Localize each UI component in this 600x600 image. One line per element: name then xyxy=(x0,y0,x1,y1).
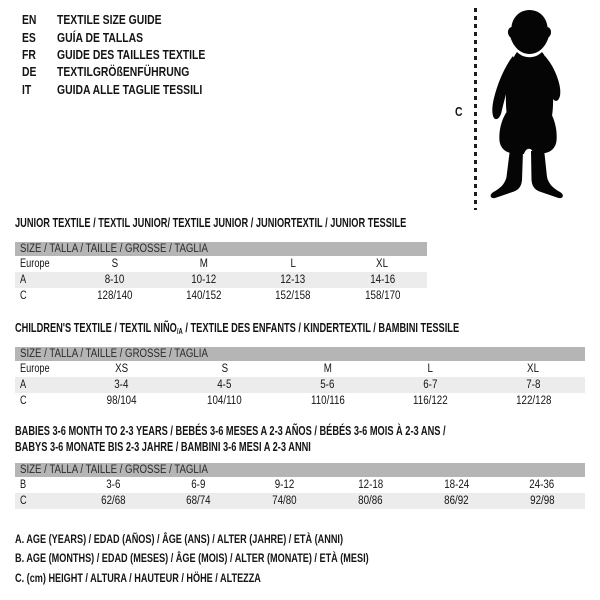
language-code: ES xyxy=(22,29,36,45)
table-cell: 152/158 xyxy=(275,290,311,302)
table-cell: 158/170 xyxy=(364,290,401,302)
row-label: Europe xyxy=(20,363,50,375)
gender-subscript: /A xyxy=(176,327,183,336)
table-cell: 140/152 xyxy=(186,290,222,302)
table-cell: 3-4 xyxy=(114,379,129,391)
language-list xyxy=(22,11,242,98)
height-dotted-line xyxy=(474,8,477,210)
table-cell: 62/68 xyxy=(100,495,126,507)
table-cell: 12-18 xyxy=(357,479,383,491)
language-code: IT xyxy=(22,81,32,97)
row-label: C xyxy=(20,495,27,507)
language-title: GUIDE DES TAILLES TEXTILE xyxy=(57,46,206,62)
size-header-bar: SIZE / TALLA / TAILLE / GRÖSSE / TAGLIA xyxy=(15,463,585,477)
table-cell: 128/140 xyxy=(96,290,133,302)
note-b-age-months: B. AGE (MONTHS) / EDAD (MESES) / ÂGE (MOIS) / ALTER (MONATE) / ETÀ (MESI) xyxy=(15,551,369,566)
size-table-children xyxy=(15,347,585,409)
table-cell: XL xyxy=(527,363,540,375)
row-label: A xyxy=(20,274,27,286)
row-label: B xyxy=(20,479,27,491)
language-row-fr xyxy=(22,46,242,63)
table-cell: L xyxy=(290,258,296,270)
table-row-height xyxy=(15,493,585,509)
legend-notes xyxy=(15,529,480,588)
table-cell: 86/92 xyxy=(443,495,469,507)
row-label: C xyxy=(20,290,27,302)
table-row-height xyxy=(15,288,427,304)
table-cell: 5-6 xyxy=(320,379,335,391)
table-cell: 110/116 xyxy=(310,395,345,407)
table-cell: 7-8 xyxy=(526,379,541,391)
table-cell: S xyxy=(111,258,118,270)
table-cell: 3-6 xyxy=(105,479,120,491)
note-c-height-cm: C. (cm) HEIGHT / ALTURA / HAUTEUR / HÖHE / ALTEZZA xyxy=(15,570,261,585)
table-cell: 18-24 xyxy=(443,479,469,491)
table-cell: 80/86 xyxy=(358,495,383,507)
table-cell: 10-12 xyxy=(191,274,217,286)
table-cell: 116/122 xyxy=(413,395,448,407)
language-code: FR xyxy=(22,46,36,62)
table-cell: 6-9 xyxy=(191,479,206,491)
table-cell: XL xyxy=(376,258,389,270)
table-row-europe xyxy=(15,256,427,272)
note-a-age-years: A. AGE (YEARS) / EDAD (AÑOS) / ÂGE (ANS) / ALTER (JAHRE) / ETÀ (ANNI) xyxy=(15,531,343,546)
language-title: GUIDA ALLE TAGLIE TESSILI xyxy=(57,81,203,97)
table-cell: 9-12 xyxy=(274,479,295,491)
language-row-es xyxy=(22,28,242,45)
table-cell: XS xyxy=(114,363,129,375)
table-title-junior: JUNIOR TEXTILE / TEXTIL JUNIOR/ TEXTILE JUNIOR / JUNIORTEXTIL / JUNIOR TESSILE xyxy=(15,216,407,230)
height-measure-label: C xyxy=(455,104,463,119)
language-title: TEXTILGRÖßENFÜHRUNG xyxy=(57,64,190,80)
table-cell: 6-7 xyxy=(423,379,438,391)
table-cell: 122/128 xyxy=(515,395,552,407)
table-title-babies-line2: BABYS 3-6 MONATE BIS 2-3 JAHRE / BAMBINI 3-6 MESI A 2-3 ANNI xyxy=(15,440,311,454)
table-cell: 14-16 xyxy=(369,274,395,286)
row-label: Europe xyxy=(20,258,50,270)
table-row-height xyxy=(15,393,585,409)
table-cell: 92/98 xyxy=(529,495,555,507)
size-table-babies xyxy=(15,463,585,509)
language-row-en xyxy=(22,11,242,28)
table-cell: 74/80 xyxy=(272,495,297,507)
table-cell: 68/74 xyxy=(186,495,211,507)
language-code: EN xyxy=(22,12,37,28)
table-cell: M xyxy=(199,258,208,270)
table-cell: 8-10 xyxy=(104,274,125,286)
table-row-europe xyxy=(15,361,585,377)
table-cell: M xyxy=(323,363,332,375)
table-cell: 98/104 xyxy=(106,395,137,407)
table-title-babies-line1: BABIES 3-6 MONTH TO 2-3 YEARS / BEBÉS 3-6 MESES A 2-3 AÑOS / BÉBÉS 3-6 MOIS À 2-3 ANS / xyxy=(15,424,446,438)
baby-silhouette-icon xyxy=(483,8,570,205)
language-row-de xyxy=(22,63,242,80)
table-cell: 12-13 xyxy=(280,274,306,286)
table-title-children: CHILDREN'S TEXTILE / TEXTIL $NIÑO_{/A}$ / TEXTILE DES ENFANTS / KINDERTEXTIL / BAMBINI TESSILE xyxy=(15,321,460,336)
size-table-junior xyxy=(15,242,427,304)
language-row-it xyxy=(22,81,242,98)
size-header-bar: SIZE / TALLA / TAILLE / GRÖSSE / TAGLIA xyxy=(15,347,585,361)
language-title: TEXTILE SIZE GUIDE xyxy=(57,12,162,28)
table-row-age xyxy=(15,272,427,288)
language-title: GUÍA DE TALLAS xyxy=(57,29,144,45)
table-cell: S xyxy=(221,363,228,375)
table-cell: 4-5 xyxy=(217,379,232,391)
row-label: C xyxy=(20,395,27,407)
row-label: A xyxy=(20,379,27,391)
language-code: DE xyxy=(22,64,37,80)
table-row-months xyxy=(15,477,585,493)
table-row-age xyxy=(15,377,585,393)
size-header-bar: SIZE / TALLA / TAILLE / GRÖSSE / TAGLIA xyxy=(15,242,427,256)
table-cell: 104/110 xyxy=(207,395,242,407)
table-cell: 24-36 xyxy=(529,479,555,491)
table-cell: L xyxy=(427,363,434,375)
